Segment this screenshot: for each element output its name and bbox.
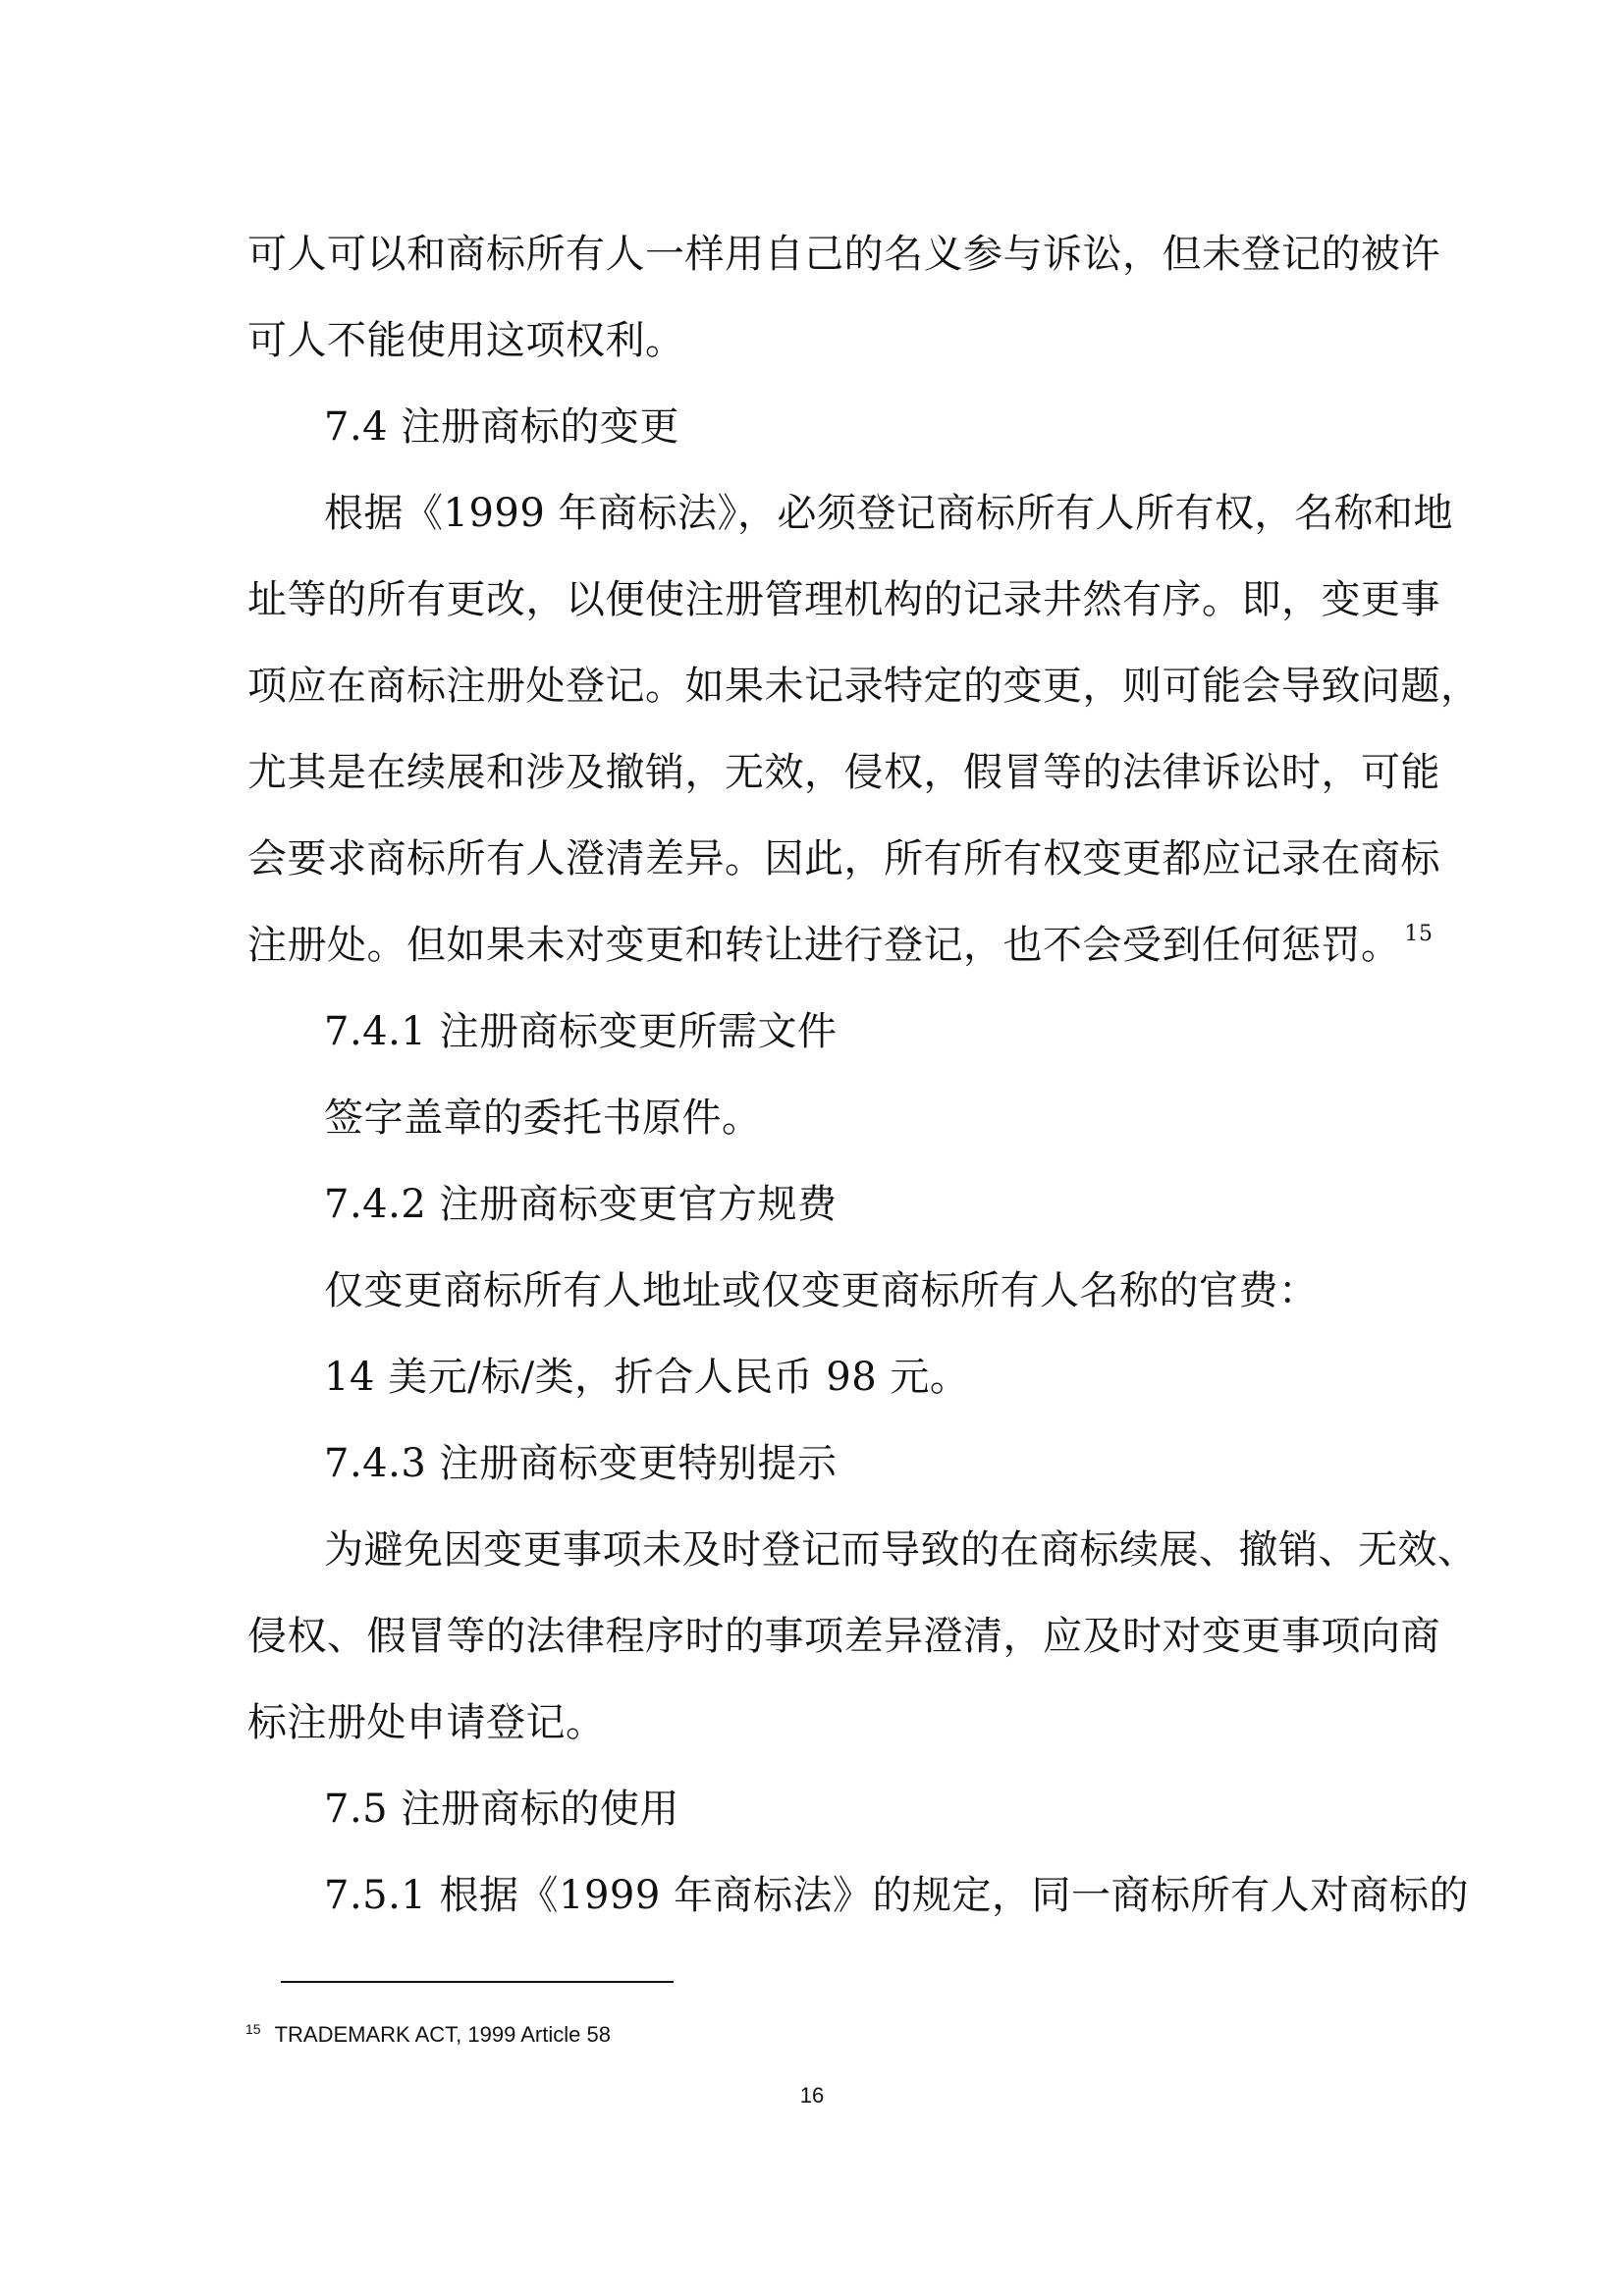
paragraph-line: 签字盖章的委托书原件。 <box>324 1095 762 1141</box>
paragraph-line: 址等的所有更改，以便使注册管理机构的记录井然有序。即，变更事 <box>247 577 1440 622</box>
paragraph-line-with-footnote <box>247 902 1434 988</box>
footnote <box>245 2020 611 2050</box>
paragraph-line: 根据《1999 年商标法》，必须登记商标所有人所有权，名称和地 <box>324 491 1454 536</box>
footnote-text: TRADEMARK ACT, 1999 Article 58 <box>274 2022 611 2047</box>
page-number: 16 <box>799 2083 825 2108</box>
paragraph-line: 为避免因变更事项未及时登记而导致的在商标续展、撤销、无效、 <box>324 1527 1478 1573</box>
section-heading-7-5: 7.5 注册商标的使用 <box>324 1787 679 1832</box>
footnote-reference[interactable]: 15 <box>1404 922 1434 946</box>
section-heading-7-4-2: 7.4.2 注册商标变更官方规费 <box>324 1182 838 1227</box>
paragraph-line: 可人可以和商标所有人一样用自己的名义参与诉讼，但未登记的被许 <box>247 232 1440 277</box>
paragraph-line: 标注册处申请登记。 <box>247 1700 606 1745</box>
paragraph-line: 项应在商标注册处登记。如果未记录特定的变更，则可能会导致问题， <box>247 664 1481 709</box>
paragraph-line: 仅变更商标所有人地址或仅变更商标所有人名称的官费： <box>324 1268 1319 1313</box>
footnote-number: 15 <box>245 2021 261 2037</box>
paragraph-line: 侵权、假冒等的法律程序时的事项差异澄清，应及时对变更事项向商 <box>247 1614 1440 1659</box>
section-heading-7-4-1: 7.4.1 注册商标变更所需文件 <box>324 1009 838 1054</box>
paragraph-line: 尤其是在续展和涉及撤销，无效，侵权，假冒等的法律诉讼时，可能 <box>247 750 1440 795</box>
paragraph-line: 7.5.1 根据《1999 年商标法》的规定，同一商标所有人对商标的 <box>324 1873 1470 1918</box>
body-text <box>247 211 1481 1939</box>
paragraph-line: 14 美元/标/类，折合人民币 98 元。 <box>324 1355 970 1400</box>
section-heading-7-4-3: 7.4.3 注册商标变更特别提示 <box>324 1441 838 1486</box>
section-heading-7-4: 7.4 注册商标的变更 <box>324 404 679 450</box>
paragraph-line-text: 注册处。但如果未对变更和转让进行登记，也不会受到任何惩罚。 <box>247 923 1401 968</box>
paragraph-line: 会要求商标所有人澄清差异。因此，所有所有权变更都应记录在商标 <box>247 836 1440 881</box>
footnote-separator <box>281 1981 674 1983</box>
paragraph-line: 可人不能使用这项权利。 <box>247 318 685 363</box>
